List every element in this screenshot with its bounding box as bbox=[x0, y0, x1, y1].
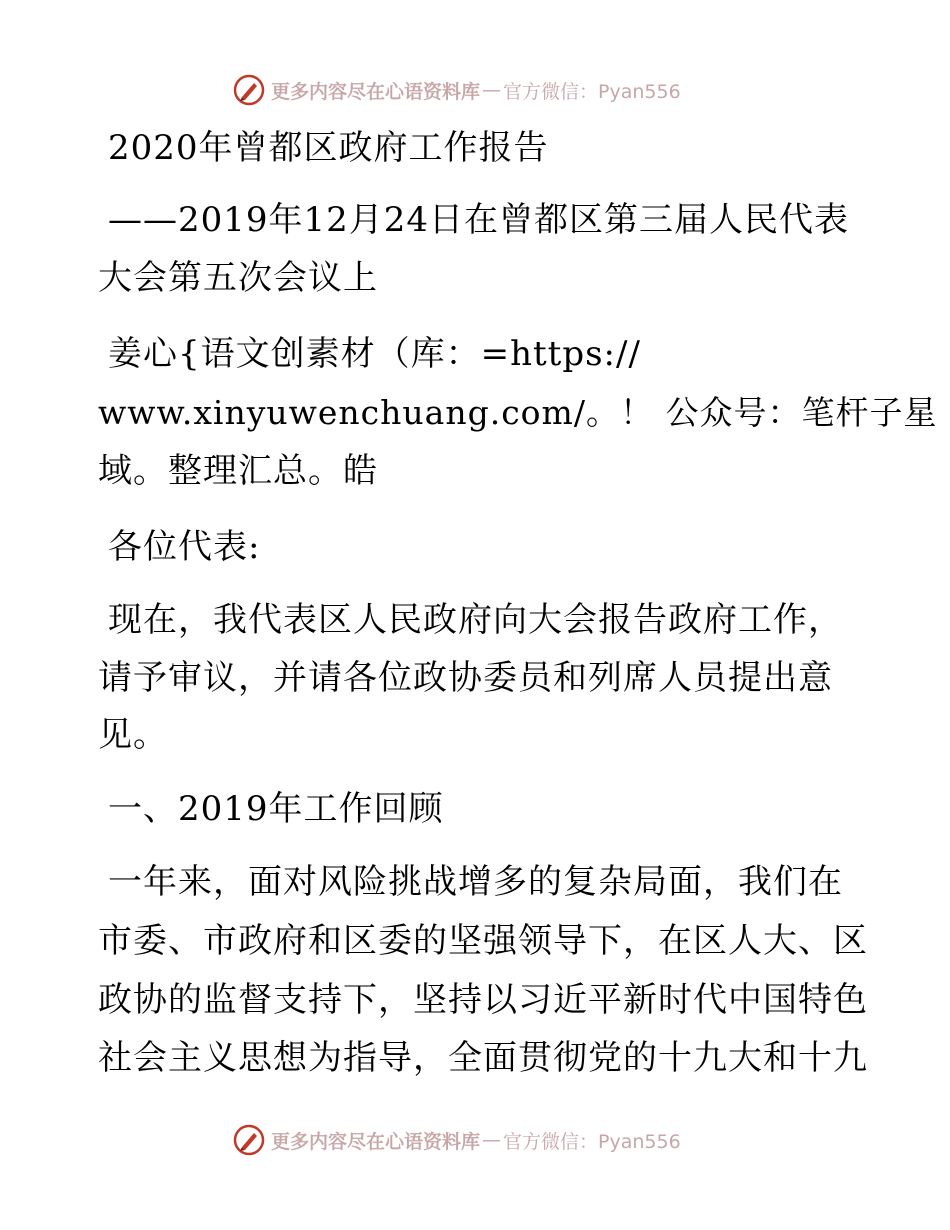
doc-section-heading: 一、2019年工作回顾 bbox=[108, 789, 444, 829]
watermark-site-text: 更多内容尽在心语资料库 bbox=[271, 1130, 481, 1153]
doc-paragraph-2-line-3: 政协的监督支持下，坚持以习近平新时代中国特色 bbox=[98, 980, 868, 1020]
watermark-footer bbox=[233, 1122, 681, 1158]
watermark-separator: — bbox=[482, 1129, 502, 1151]
doc-source-line-3: 域。整理汇总。皓 bbox=[98, 451, 378, 491]
doc-paragraph-2-line-4: 社会主义思想为指导，全面贯彻党的十九大和十九 bbox=[98, 1038, 868, 1078]
pen-logo-icon bbox=[233, 74, 265, 106]
doc-subtitle-line-2: 大会第五次会议上 bbox=[98, 258, 378, 298]
doc-paragraph-2-line-2: 市委、市政府和区委的坚强领导下，在区人大、区 bbox=[98, 921, 868, 961]
doc-title: 2020年曾都区政府工作报告 bbox=[108, 128, 549, 168]
doc-source-line-1: 姜心{语文创素材（库：=https:// bbox=[108, 334, 641, 374]
watermark-site-text: 更多内容尽在心语资料库 bbox=[271, 80, 481, 103]
watermark-wechat-text: 官方微信：Pyan556 bbox=[503, 1130, 681, 1153]
watermark-header bbox=[233, 72, 681, 108]
doc-subtitle-line-1: ——2019年12月24日在曾都区第三届人民代表 bbox=[108, 200, 850, 240]
doc-paragraph-1-line-1: 现在，我代表区人民政府向大会报告政府工作， bbox=[108, 600, 843, 640]
doc-salutation: 各位代表: bbox=[108, 527, 261, 567]
doc-paragraph-1-line-3: 见。 bbox=[98, 715, 168, 755]
doc-paragraph-2-line-1: 一年来，面对风险挑战增多的复杂局面，我们在 bbox=[108, 862, 843, 902]
doc-paragraph-1-line-2: 请予审议，并请各位政协委员和列席人员提出意 bbox=[98, 658, 833, 698]
pen-logo-icon bbox=[233, 1124, 265, 1156]
watermark-wechat-text: 官方微信：Pyan556 bbox=[503, 80, 681, 103]
doc-source-line-2: www.xinyuwenchuang.com/。！ 公众号：笔杆子星 bbox=[98, 393, 938, 432]
watermark-separator: — bbox=[482, 79, 502, 101]
